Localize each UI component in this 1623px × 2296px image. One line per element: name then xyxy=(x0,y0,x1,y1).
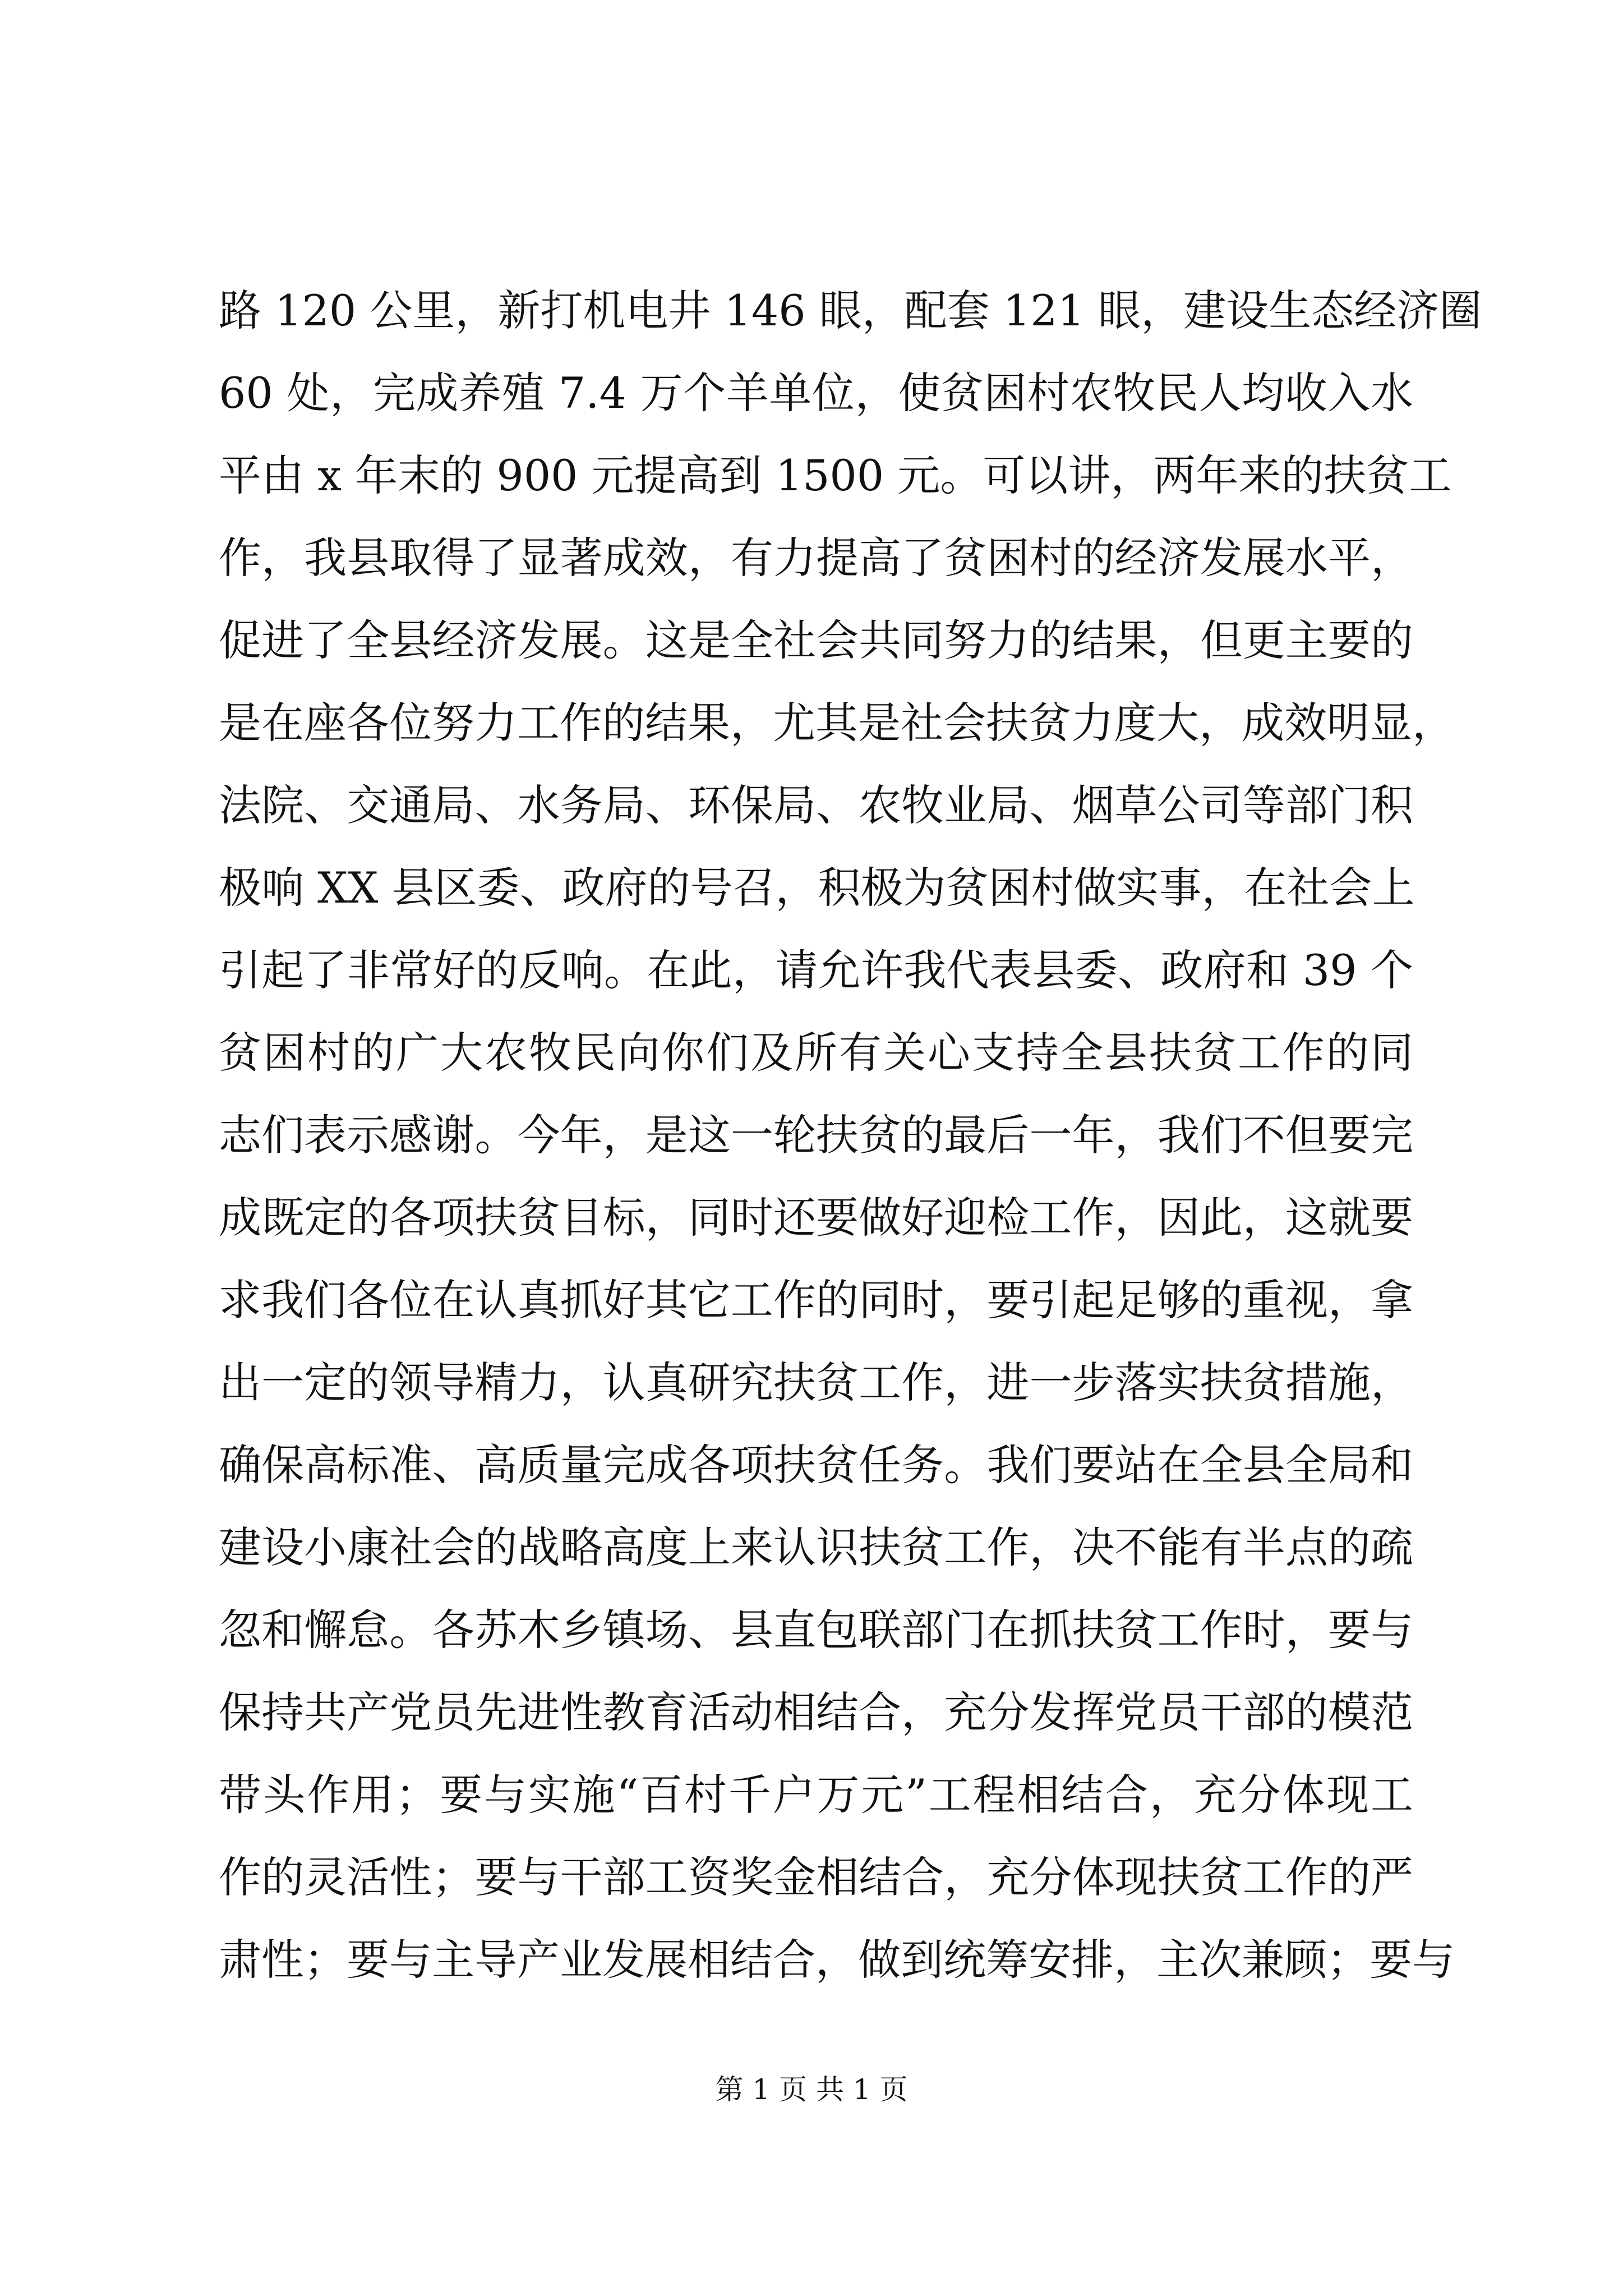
text-line: 求我们各位在认真抓好其它工作的同时，要引起足够的重视，拿 xyxy=(219,1275,1413,1325)
body-text xyxy=(219,269,1482,2001)
page-footer xyxy=(0,2070,1623,2109)
text-line: 贫困村的广大农牧民向你们及所有关心支持全县扶贫工作的同 xyxy=(219,1028,1413,1078)
text-line: 促进了全县经济发展。这是全社会共同努力的结果，但更主要的 xyxy=(219,615,1413,665)
text-line: 确保高标准、高质量完成各项扶贫任务。我们要站在全县全局和 xyxy=(219,1440,1413,1490)
text-line: 是在座各位努力工作的结果，尤其是社会扶贫力度大，成效明显， xyxy=(219,698,1455,748)
text-line: 作的灵活性；要与干部工资奖金相结合，充分体现扶贫工作的严 xyxy=(219,1852,1413,1902)
text-line: 保持共产党员先进性教育活动相结合，充分发挥党员干部的模范 xyxy=(219,1687,1413,1737)
text-line: 肃性；要与主导产业发展相结合，做到统筹安排，主次兼顾；要与 xyxy=(219,1935,1455,1985)
text-line: 带头作用；要与实施“百村千户万元”工程相结合，充分体现工 xyxy=(219,1770,1413,1820)
text-line: 出一定的领导精力，认真研究扶贫工作，进一步落实扶贫措施， xyxy=(219,1358,1413,1407)
text-line: 路 120 公里，新打机电井 146 眼，配套 121 眼，建设生态经济圈 xyxy=(219,286,1482,335)
text-line: 忽和懈怠。各苏木乡镇场、县直包联部门在抓扶贫工作时，要与 xyxy=(219,1605,1413,1655)
text-line: 建设小康社会的战略高度上来认识扶贫工作，决不能有半点的疏 xyxy=(219,1522,1413,1572)
text-line: 法院、交通局、水务局、环保局、农牧业局、烟草公司等部门积 xyxy=(219,780,1413,830)
text-line: 极响 XX 县区委、政府的号召，积极为贫困村做实事，在社会上 xyxy=(219,863,1415,913)
text-line: 成既定的各项扶贫目标，同时还要做好迎检工作，因此，这就要 xyxy=(219,1193,1413,1243)
text-line: 志们表示感谢。今年，是这一轮扶贫的最后一年，我们不但要完 xyxy=(219,1110,1413,1160)
page-number: 第 1 页 共 1 页 xyxy=(715,2073,908,2106)
text-line: 引起了非常好的反响。在此，请允许我代表县委、政府和 39 个 xyxy=(219,945,1413,995)
text-line: 作，我县取得了显著成效，有力提高了贫困村的经济发展水平， xyxy=(219,533,1413,583)
text-line: 平由 x 年末的 900 元提高到 1500 元。可以讲，两年来的扶贫工 xyxy=(219,450,1452,500)
text-line: 60 处，完成养殖 7.4 万个羊单位，使贫困村农牧民人均收入水 xyxy=(219,368,1413,418)
